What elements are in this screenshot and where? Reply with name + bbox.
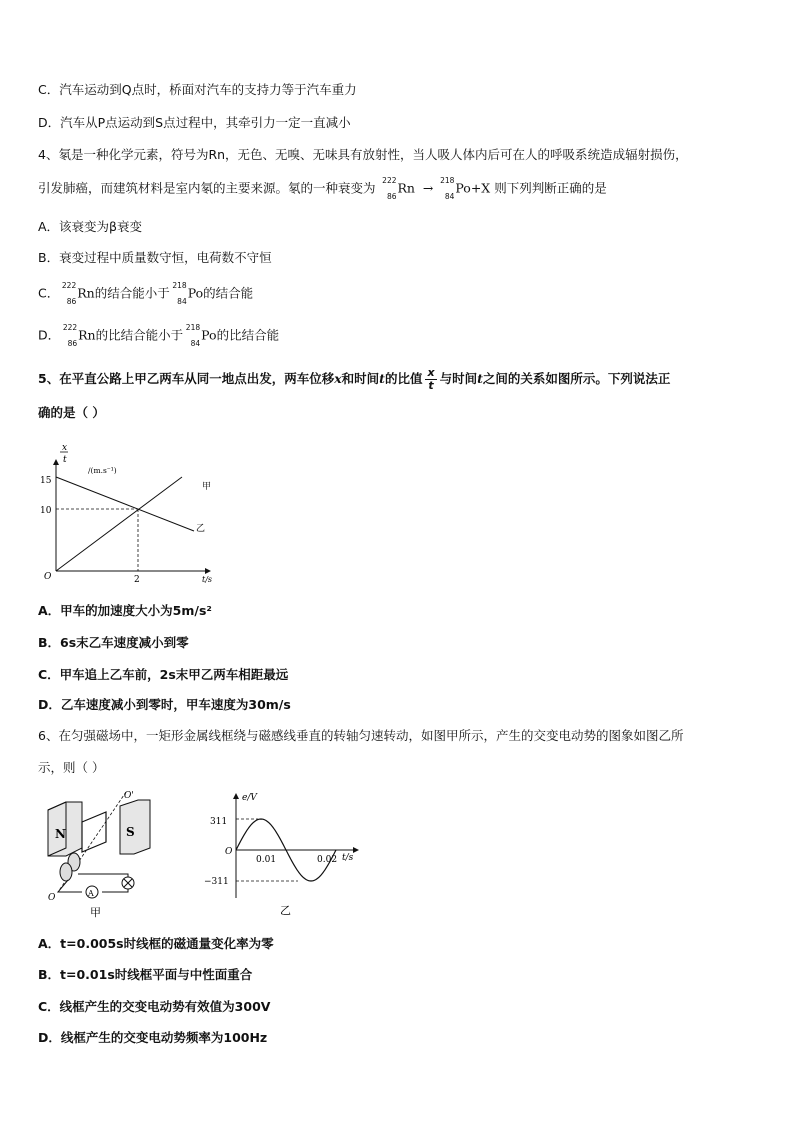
- label-jia: 甲: [202, 482, 212, 492]
- q5-option-d: D．乙车速度减小到零时，甲车速度为30m/s: [38, 697, 291, 712]
- y-label-den: t: [63, 455, 67, 465]
- q4-stem-line1: 4、氡是一种化学元素，符号为Rn，无色、无嗅、无味具有放射性，当人吸人体内后可在人的呼吸系统造成辐射损伤，: [38, 147, 688, 162]
- po-symbol: Po: [455, 180, 471, 196]
- tick-neg311: −311: [204, 877, 229, 887]
- y-label-num: x: [62, 443, 68, 453]
- q4-option-b: B．衰变过程中质量数守恒，电荷数不守恒: [38, 250, 272, 265]
- tick-001: 0.01: [256, 855, 277, 865]
- q6-option-b: B．t=0.01s时线框平面与中性面重合: [38, 967, 253, 982]
- q4-option-a: A．该衰变为β衰变: [38, 219, 143, 234]
- q3-option-c: C．汽车运动到Q点时，桥面对汽车的支持力等于汽车重力: [38, 82, 357, 97]
- svg-text:O': O': [124, 791, 134, 801]
- q6-option-d: D．线框产生的交变电动势频率为100Hz: [38, 1030, 268, 1045]
- label-yi: 乙: [196, 524, 206, 534]
- series-yi-line: [56, 477, 194, 531]
- x-over-t-fraction: $\frac{x}{t}$: [427, 366, 435, 392]
- emf-graph: [200, 788, 370, 920]
- q5-stem-line1: 5、在平直公路上甲乙两车从同一地点出发，两车位移x和时间t的比值 $\frac{x}{t}$ 与时间t之间的关系如图所示。下列说法正: [38, 366, 671, 392]
- q4-stem-line2: [38, 178, 607, 200]
- q4-option-d: D． 222 86 Rn的比结合能小于 218 84 Po的比结合能: [38, 323, 280, 348]
- decay-arrow: →: [418, 180, 434, 196]
- q5-option-b: B．6s末乙车速度减小到零: [38, 635, 189, 650]
- tick-10: 10: [40, 506, 52, 516]
- q4-stem-pre: 引发肺癌，而建筑材料是室内氡的主要来源。氡的一种衰变为: [38, 180, 376, 196]
- po-nuclide: 218 84: [440, 176, 455, 201]
- plus-x: +X: [470, 180, 491, 196]
- q3-option-d: D．汽车从P点运动到S点过程中，其牵引力一定一直减小: [38, 115, 351, 130]
- y-unit: /(m.s⁻¹): [88, 466, 117, 475]
- tick-002: 0.02: [317, 855, 338, 865]
- svg-text:A: A: [88, 889, 94, 898]
- magnet-s: [120, 800, 150, 854]
- q5-stem-line2: 确的是（ ）: [38, 405, 105, 420]
- series-jia-line: [56, 477, 182, 571]
- tick-2: 2: [134, 575, 140, 585]
- q5-option-c: C．甲车追上乙车前，2s末甲乙两车相距最远: [38, 667, 289, 682]
- svg-text:N: N: [55, 827, 66, 841]
- caption-yi: 乙: [280, 904, 291, 917]
- tick-15: 15: [40, 476, 52, 486]
- rn-nuclide: 222 86: [382, 176, 397, 201]
- q6-option-a: A．t=0.005s时线框的磁通量变化率为零: [38, 936, 274, 951]
- y-axis-label: e/V: [242, 793, 257, 803]
- svg-text:S: S: [126, 825, 135, 839]
- coil: [82, 812, 106, 852]
- rn-symbol: Rn: [397, 180, 415, 196]
- q6-option-c: C．线框产生的交变电动势有效值为300V: [38, 999, 271, 1014]
- caption-jia: 甲: [90, 906, 101, 919]
- q5-option-a: A．甲车的加速度大小为5m/s²: [38, 603, 212, 618]
- generator-figure: [38, 788, 168, 920]
- xt-graph: [38, 440, 228, 590]
- x-axis-label: t/s: [202, 575, 213, 584]
- q4-stem-post: 则下列判断正确的是: [494, 180, 607, 196]
- svg-text:O: O: [48, 893, 56, 903]
- origin-label: O: [44, 572, 52, 582]
- tick-311: 311: [210, 817, 228, 827]
- origin-label: O: [225, 847, 233, 857]
- q6-stem-line2: 示，则（ ）: [38, 760, 105, 775]
- q4-option-c: C． 222 86 Rn的结合能小于 218 84 Po的结合能: [38, 281, 254, 306]
- q6-stem-line1: 6、在匀强磁场中，一矩形金属线框绕与磁感线垂直的转轴匀速转动，如图甲所示，产生的交变电动势的图象如图乙所: [38, 728, 684, 743]
- x-axis-label: t/s: [342, 853, 354, 863]
